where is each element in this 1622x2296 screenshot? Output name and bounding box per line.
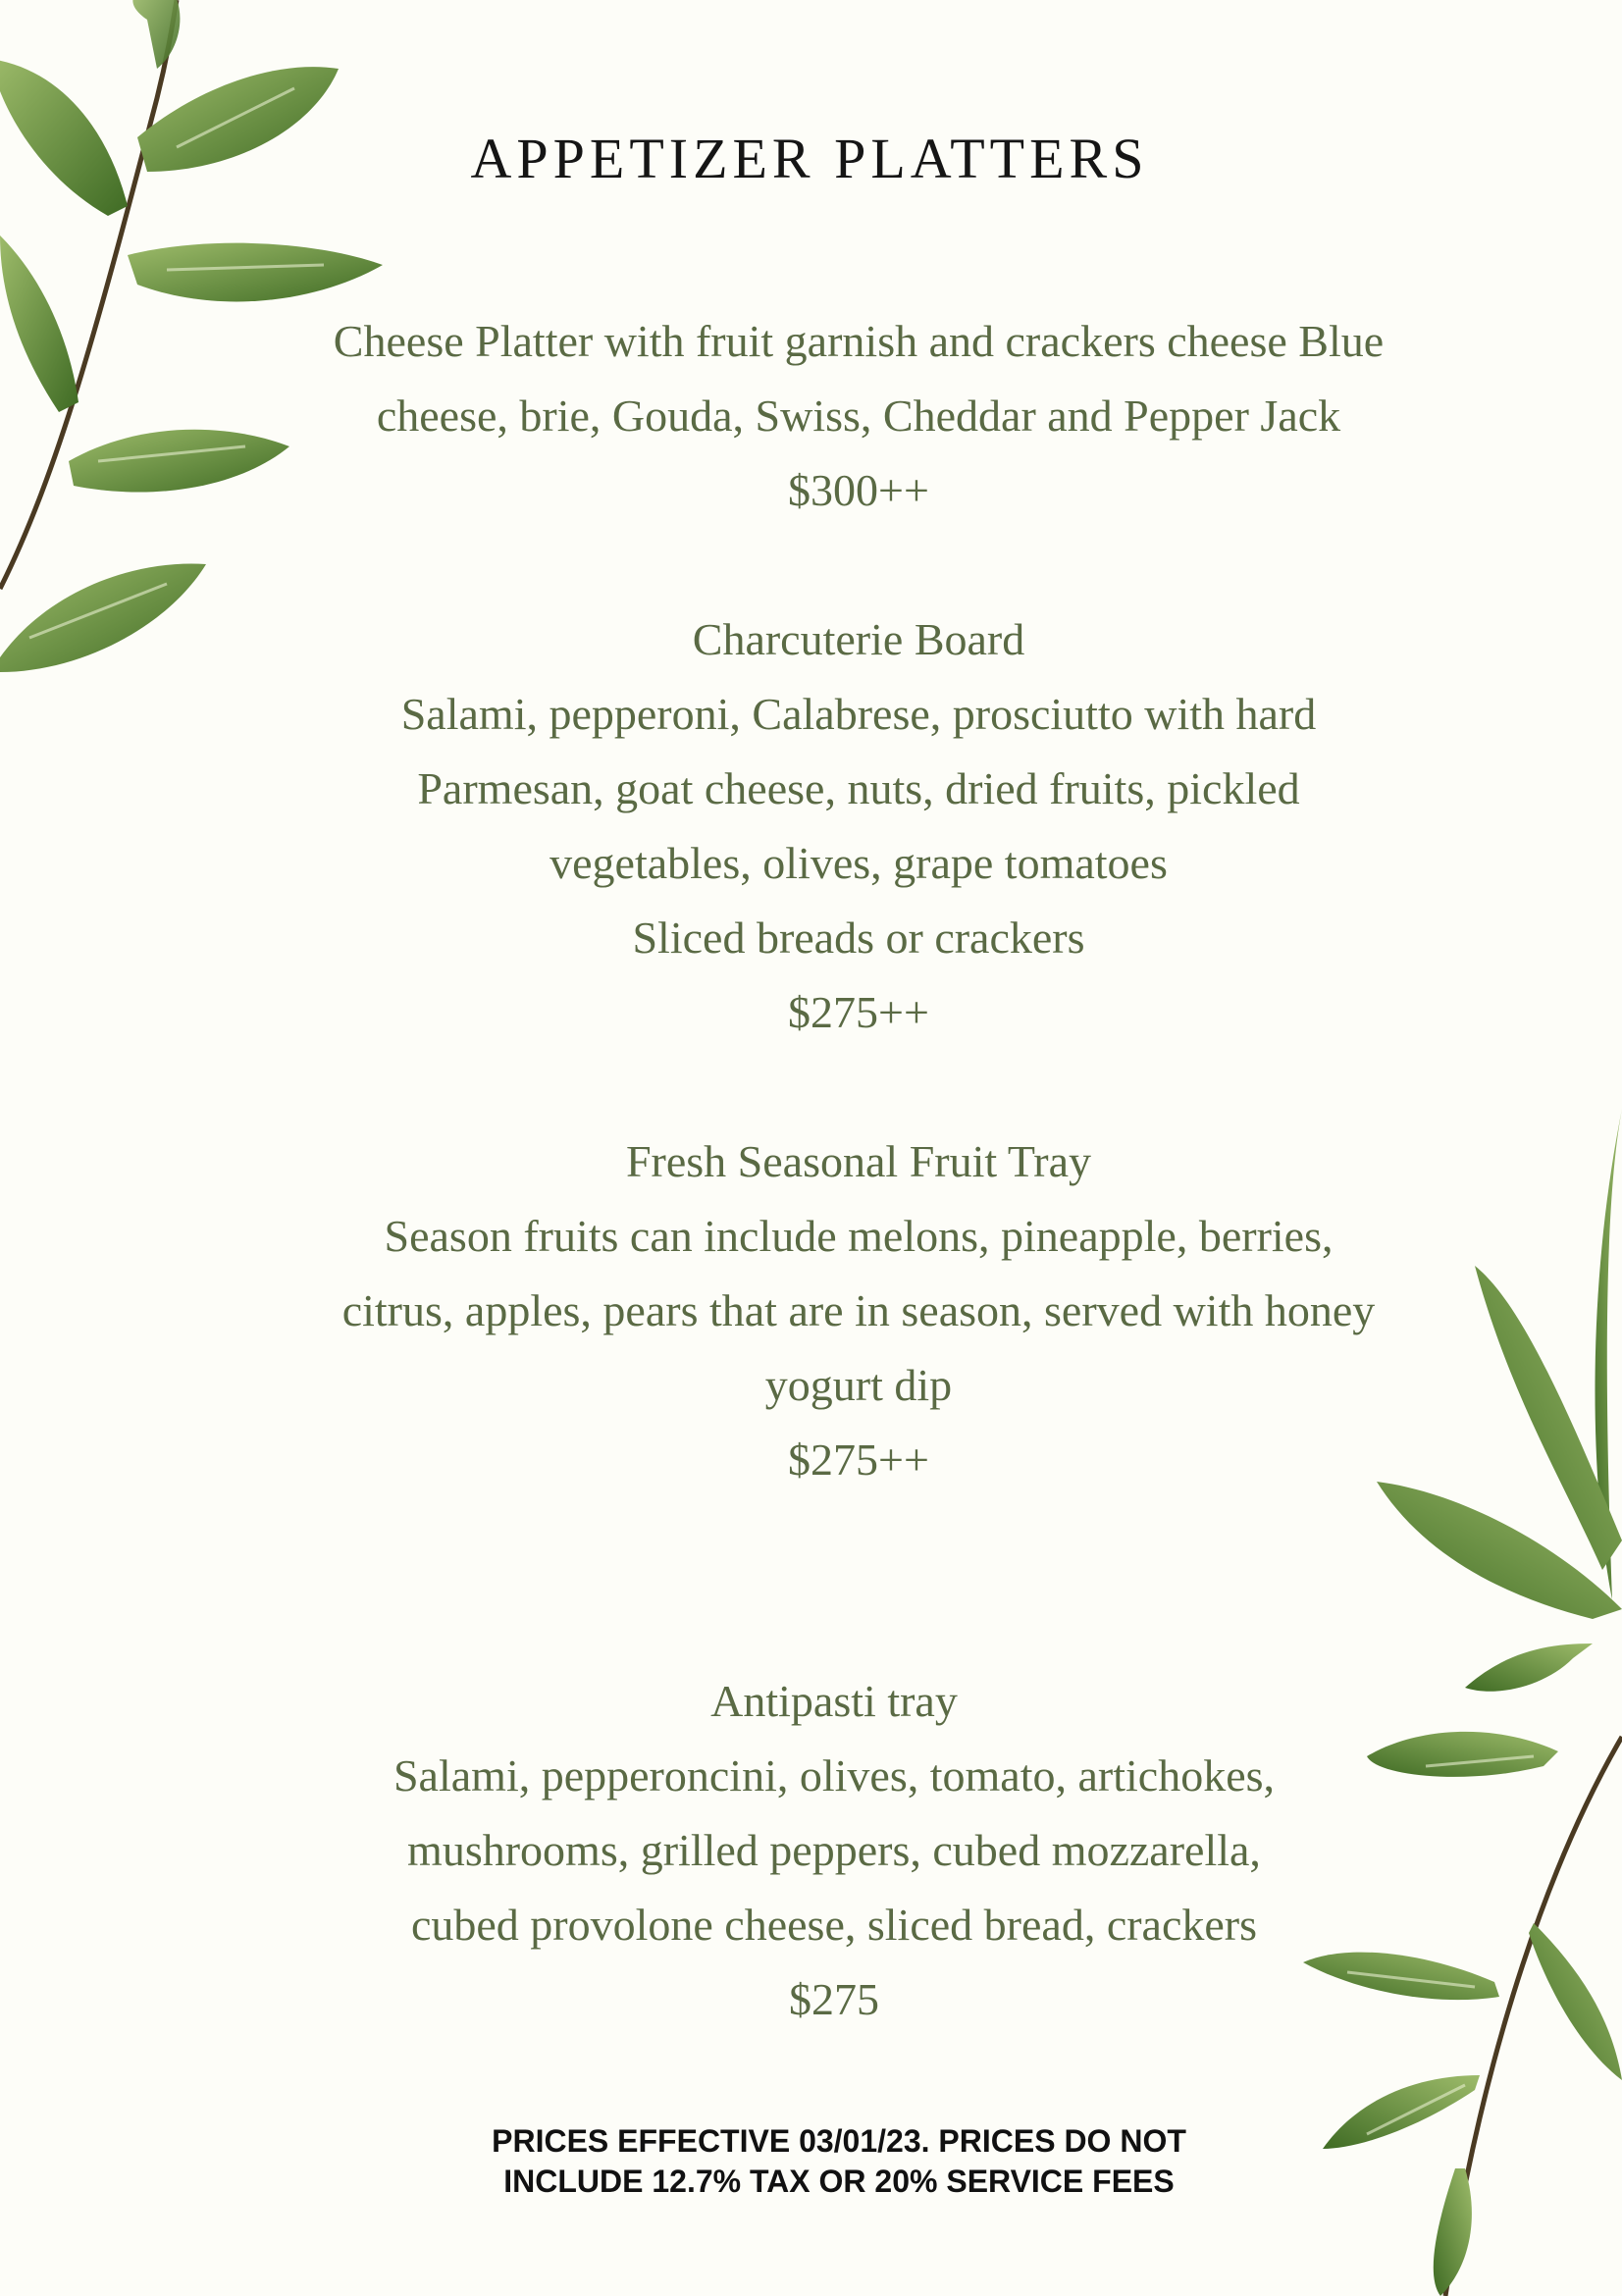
item-fruit-tray-description-line-2: citrus, apples, pears that are in season, served with honey [341, 1285, 1376, 1335]
item-antipasti-description-line-1: Salami, pepperoncini, olives, tomato, artichokes, [392, 1750, 1276, 1800]
menu-title: APPETIZER PLATTERS [470, 127, 1149, 190]
item-fruit-tray-description-line-3: yogurt dip [764, 1360, 953, 1410]
item-charcuterie-description-line-1: Salami, pepperoni, Calabrese, prosciutto with hard [400, 689, 1317, 739]
item-cheese-platter-name-line-2: cheese, brie, Gouda, Swiss, Cheddar and Pepper Jack [376, 391, 1341, 441]
item-antipasti-price: $275 [789, 1974, 879, 2024]
item-charcuterie-name: Charcuterie Board [692, 614, 1025, 664]
pricing-disclaimer-line-1: PRICES EFFECTIVE 03/01/23. PRICES DO NOT [492, 2123, 1186, 2159]
item-fruit-tray-price: $275++ [788, 1435, 929, 1485]
item-cheese-platter-name-line-1: Cheese Platter with fruit garnish and crackers cheese Blue [333, 316, 1385, 366]
item-antipasti-name: Antipasti tray [710, 1676, 958, 1726]
pricing-disclaimer [294, 2121, 1384, 2202]
item-fruit-tray-description-line-1: Season fruits can include melons, pineapple, berries, [384, 1211, 1334, 1261]
item-antipasti-description-line-3: cubed provolone cheese, sliced bread, crackers [410, 1900, 1258, 1950]
item-antipasti-description-line-2: mushrooms, grilled peppers, cubed mozzarella, [407, 1825, 1261, 1875]
pricing-disclaimer-line-2: INCLUDE 12.7% TAX OR 20% SERVICE FEES [503, 2164, 1175, 2199]
item-charcuterie-price: $275++ [788, 987, 929, 1037]
item-charcuterie-description-line-2: Parmesan, goat cheese, nuts, dried fruits, pickled [417, 763, 1300, 813]
item-charcuterie-description-line-4: Sliced breads or crackers [632, 913, 1085, 963]
item-charcuterie-description-line-3: vegetables, olives, grape tomatoes [549, 838, 1168, 888]
item-fruit-tray-name: Fresh Seasonal Fruit Tray [625, 1136, 1092, 1186]
item-cheese-platter-price: $300++ [788, 465, 929, 515]
